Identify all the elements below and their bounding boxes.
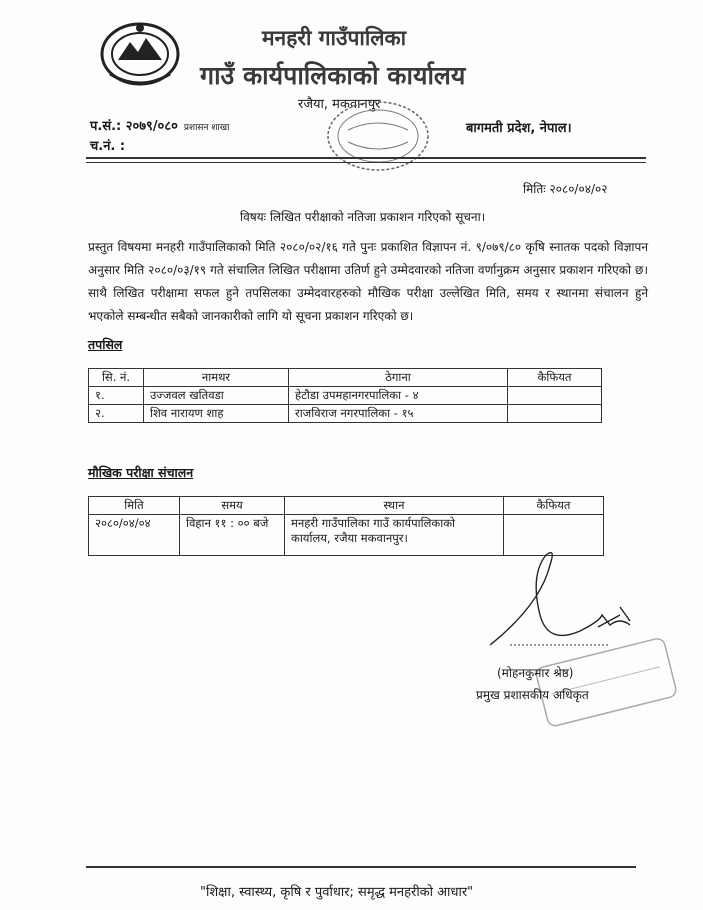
table-cell: विहान ११ : ०० बजे <box>180 515 285 556</box>
candidates-table <box>88 368 602 423</box>
table-cell: मनहरी गाउँपालिका गाउँ कार्यपालिकाको कार्यालय, रजैया मकवानपुर। <box>285 515 504 556</box>
section-name: प्रशासन शाखा <box>183 123 230 133</box>
nepal-emblem-icon <box>96 20 184 92</box>
table-cell <box>508 405 602 423</box>
header-divider <box>86 157 646 159</box>
footer-motto: "शिक्षा, स्वास्थ्य, कृषि र पुर्वाधार; समृद्ध मनहरीको आधार" <box>200 885 474 900</box>
table-cell: राजविराज नगरपालिका - १५ <box>289 405 508 423</box>
column-header: नामथर <box>144 369 289 387</box>
signatory-title: प्रमुख प्रशासकीय अधिकृत <box>476 688 589 702</box>
office-name: गाउँ कार्यपालिकाको कार्यालय <box>200 61 466 90</box>
column-header: कैफियत <box>508 369 602 387</box>
table-cell: २. <box>89 405 144 423</box>
notice-date: मितिः २०८०/०४/०२ <box>523 182 608 196</box>
header-divider-thin <box>86 162 646 163</box>
office-address: रजैया, मकवानपुर <box>298 97 381 112</box>
municipality-name: मनहरी गाउँपालिका <box>262 26 407 50</box>
column-header: सि. नं. <box>89 369 144 387</box>
table-header-row <box>89 369 602 387</box>
column-header: कैफियत <box>504 497 604 515</box>
column-header: मिति <box>89 497 180 515</box>
table-cell <box>508 387 602 405</box>
table-cell: शिव नारायण शाह <box>144 405 289 423</box>
table-row <box>89 405 602 423</box>
section-heading-oral-exam: मौखिक परीक्षा संचालन <box>88 465 194 480</box>
column-header: स्थान <box>285 497 504 515</box>
notice-subject: विषयः लिखित परीक्षाको नतिजा प्रकाशन गरिएको सूचना। <box>240 210 486 224</box>
office-seal-icon <box>318 96 438 176</box>
table-cell: १. <box>89 387 144 405</box>
table-row <box>89 387 602 405</box>
notice-body: प्रस्तुत विषयमा मनहरी गाउँपालिकाको मिति २०८०/०२/१६ गते पुनः प्रकाशित विज्ञापन नं. ९/०७९/८० कृषि स्नातक पदको विज्ञापन अनुसार मिति २०८०/०३/१९ गते संचालित लिखित परीक्षामा उतिर्ण हुने उम्मेदवारको नतिजा वर्णानुक्रम अनुसार प्रकाशन गरिएको छ। साथै लिखित परीक्षामा सफल हुने तपसिलका उम्मेदवारहरुको मौखिक परीक्षा उल्लेखित मिति, समय र स्थानमा संचालन हुने भएकोले सम्बन्धीत सबैको जानकारीको लागि यो सूचना प्रकाशन गरिएको छ। <box>88 240 648 323</box>
table-header-row <box>89 497 604 515</box>
column-header: ठेगाना <box>289 369 508 387</box>
letter-ref-number: प.सं.: २०७९/०८० प्रशासन शाखा <box>90 119 230 134</box>
column-header: समय <box>180 497 285 515</box>
province-name: बागमती प्रदेश, नेपाल। <box>466 121 572 136</box>
footer-divider <box>86 866 636 868</box>
section-heading-details: तपसिल <box>88 337 123 352</box>
dispatch-number: च.नं. : <box>90 139 126 154</box>
signatory-name: (मोहनकुमार श्रेष्ठ) <box>497 666 574 680</box>
table-cell: २०८०/०४/०४ <box>89 515 180 556</box>
table-cell: हेटौडा उपमहानगरपालिका - ४ <box>289 387 508 405</box>
table-cell: उज्जवल खतिवडा <box>144 387 289 405</box>
